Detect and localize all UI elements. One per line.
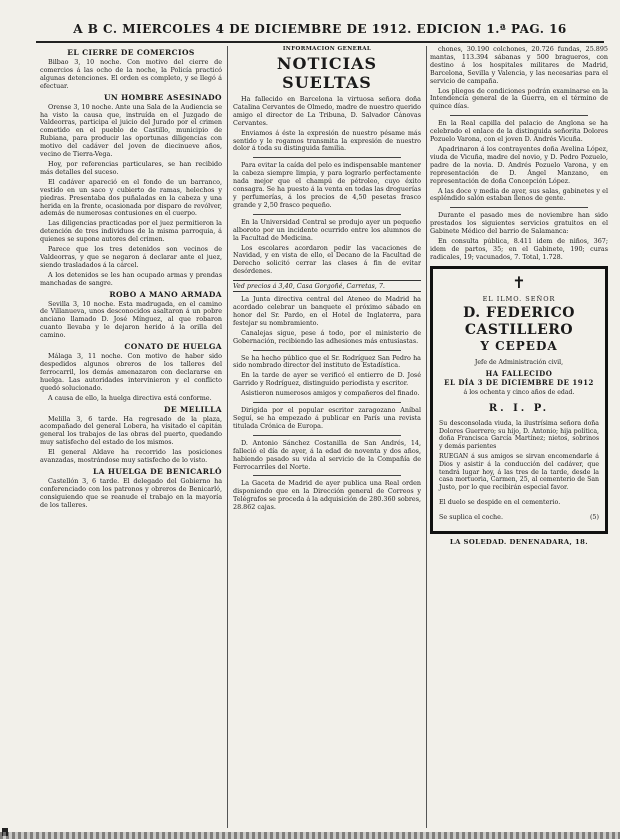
separator bbox=[253, 214, 401, 215]
obituary-name: D. FEDERICO CASTILLERO bbox=[463, 304, 575, 338]
paragraph: Orense 3, 10 noche. Ante una Sala de la Audiencia se ha visto la causa que, instruída en el Juzgado de Valdeorras, participa el juicio del Jurado por el crimen cometido en el pueblo de Castillo, municipio de Rubiana, para producir las oportunas diligencias con motivo del cadáver del joven de diecinueve años, vecino de Tierra-Vega. bbox=[40, 102, 222, 159]
separator bbox=[253, 435, 401, 436]
section-heading: EL CIERRE DE COMERCIOS bbox=[67, 48, 195, 57]
obituary-agent: (5) bbox=[589, 512, 599, 521]
cross-icon: ✝ bbox=[512, 272, 526, 292]
page-header: A B C. MIERCOLES 4 DE DICIEMBRE DE 1912. EDICION 1.ª PAG. 16 bbox=[73, 22, 567, 36]
paragraph: A causa de ello, la huelga directiva está conforme. bbox=[48, 393, 212, 402]
paragraph: Apadrinaron á los contrayentes doña Avelina López, viuda de Vicuña, madre del novio, y D. Pedro Pozuelo, padre de la novia. D. Andrés Pozuelo Varona, y en representación de D. Ángel Manzano, en representación de doña Concepción López. bbox=[430, 144, 608, 185]
column-middle bbox=[233, 46, 421, 828]
section-heading: LA HUELGA DE BENICARLÓ bbox=[92, 466, 222, 476]
paragraph: Los pliegos de condiciones podrán examinarse en la Intendencia general de la Guerra, en el término de quince días. bbox=[430, 86, 608, 111]
separator bbox=[253, 350, 401, 351]
column-right bbox=[430, 46, 608, 828]
separator bbox=[450, 115, 588, 116]
column-rule bbox=[426, 46, 427, 828]
paragraph: Sevilla 3, 10 noche. Esta madrugada, en el camino de Villanueva, unos desconocidos asaltaron á un pobre anciano llamado D. José Mínguez, al que robaron cuanto llevaba y le dejaron herido á la orilla del camino. bbox=[40, 299, 222, 340]
paragraph: En la Real capilla del palacio de Anglona se ha celebrado el enlace de la distinguida señorita Dolores Pozuelo Varona, con el joven D. Andrés Vicuña. bbox=[430, 119, 608, 144]
obituary-role: Jefe de Administración civil, bbox=[474, 358, 564, 366]
obituary-duel: El duelo se despide en el cementerio. bbox=[439, 498, 561, 507]
separator bbox=[450, 207, 588, 208]
paragraph: A las doce y media de ayer, sus salas, gabinetes y el espléndido salón estaban llenos de gente. bbox=[430, 186, 608, 203]
paragraph: chones, 30.190 colchones, 20.726 fundas, 25.895 mantas, 113.394 sábanas y 500 bragueros, con destino á los hospitales militares de Madrid, Barcelona, Sevilla y Valencia, y las necesarias para el servicio de campaña. bbox=[430, 46, 608, 85]
paragraph: El general Aldave ha recorrido las posiciones avanzadas, mostrándose muy satisfecho de lo visto. bbox=[40, 448, 222, 465]
obituary-request: RUEGAN á sus amigos se sirvan encomendarle á Dios y asistir á la conducción del cadáver, que tendrá lugar hoy, á las tres de la tarde, desde la casa mortuoria, Carmen, 25, al cementerio de San Justo, por lo que recibirán especial favor. bbox=[439, 452, 599, 492]
obituary-notice bbox=[430, 266, 608, 534]
obituary-surname: Y CEPEDA bbox=[480, 338, 558, 353]
paragraph: Para evitar la caída del pelo es indispensable mantener la cabeza siempre limpia, y para lograrlo perfectamente nada mejor que el champú de pétroleo, cuyo éxito consagra. Se ha puesto á la venta en todas las droguerías y perfumerías, á los precios de 4,50 pesetas frasco grande y 2,50 frasco pequeño. bbox=[233, 161, 421, 209]
paragraph: La Gaceta de Madrid de ayer publica una Real orden disponiendo que en la Dirección general de Correos y Telégrafos se proceda á la adquisición de 280.360 sobres, 28.862 cajas. bbox=[233, 479, 421, 512]
paragraph: Las diligencias practicadas por el juez permitieron la detención de tres individuos de la misma parroquia, á quienes se supone autores del crimen. bbox=[40, 219, 222, 244]
obituary-agency: LA SOLEDAD. DENENADARA, 18. bbox=[449, 538, 589, 547]
paragraph: La Junta directiva central del Ateneo de Madrid ha acordado celebrar un banquete el próximo sábado en honor del Sr. Pardo, en el Hotel de Inglaterra, para festejar su nombramiento. bbox=[233, 295, 421, 327]
column-rule bbox=[227, 46, 228, 828]
obituary-age: á los ochenta y cinco años de edad. bbox=[463, 388, 575, 396]
paragraph: En la tarde de ayer se verificó el entierro de D. José Garrido y Rodríguez, distinguido periodista y escritor. bbox=[233, 371, 421, 388]
obituary-died: HA FALLECIDO bbox=[485, 368, 553, 378]
paragraph: Bilbao 3, 10 noche. Con motivo del cierre de comercios á las ocho de la noche, la Policía practicó algunas detenciones. El orden es completo, y se llegó á efectuar. bbox=[40, 58, 222, 90]
paragraph: El cadáver apareció en el fondo de un barranco, vestido en un saco y cubierto de ramas, helechos y piedras. Presentaba dos puñaladas en la cabeza y una herida en la frente, ocasionada por disparo de revólver, además de numerosas contusiones en el cuerpo. bbox=[40, 177, 222, 218]
advert-line: Ved precios á 3,40, Casa Gorgoñé, Carretas, 7. bbox=[233, 280, 421, 292]
paragraph: Enviamos á éste la expresión de nuestro pésame más sentido y le rogamos transmita la expresión de nuestro dolor á toda su distinguida familia. bbox=[233, 128, 421, 153]
obituary-car-text: Se suplica el coche. bbox=[439, 512, 503, 521]
paragraph: Parece que los tres detenidos son vecinos de Valdeorras, y que se negaron á declarar ante el juez, siendo trasladados á la cárcel. bbox=[40, 245, 222, 269]
separator bbox=[253, 402, 401, 403]
paragraph: En consulta pública, 8.411 idem de niños, 367; idem de partos, 35; en el Gabinete, 190; curas radicales, 19; vacunados, 7. Total, 1.728. bbox=[430, 237, 608, 261]
paragraph: A los detenidos se les han ocupado armas y prendas manchadas de sangre. bbox=[40, 270, 222, 287]
obituary-honorific: EL ILMO. SEÑOR bbox=[482, 294, 556, 303]
section-heading: UN HOMBRE ASESINADO bbox=[103, 92, 222, 102]
section-label: INFORMACIÓN GENERAL bbox=[282, 46, 372, 52]
paragraph: Hoy, por referencias particulares, se han recibido más detalles del suceso. bbox=[40, 159, 222, 176]
section-heading: CONATO DE HUELGA bbox=[124, 342, 222, 352]
obituary-date: EL DÍA 3 DE DICIEMBRE DE 1912 bbox=[444, 377, 594, 387]
paragraph: Málaga 3, 11 noche. Con motivo de haber sido despedidos algunos obreros de los talleres del ferrocarril, los demás amenazaron con declararse en huelga. Las autoridades intervinieron y el conflicto quedó solucionado. bbox=[40, 352, 222, 392]
paragraph: Dirigida por el popular escritor zaragozano Aníbal Seguí, se ha empezado á publicar en París una revista titulada Crónica de Europa. bbox=[233, 406, 421, 430]
section-heading: DE MELILLA bbox=[164, 404, 222, 414]
paragraph: En la Universidad Central se produjo ayer un pequeño alboroto por un incidente ocurrido entre los alumnos de la Facultad de Medicina. bbox=[233, 217, 421, 242]
section-heading: ROBO A MANO ARMADA bbox=[109, 289, 222, 299]
paragraph: Los escolares acordaron pedir las vacaciones de Navidad, y en vista de ello, el Decano de la Facultad de Derecho solicitó cerrar las clases á fin de evitar desórdenes. bbox=[233, 243, 421, 276]
paragraph: D. Antonio Sánchez Costanilla de San Andrés, 14, falleció el día de ayer, á la edad de noventa y dos años, habiendo pasado su vida al servicio de la Compañía de Ferrocarriles del Norte. bbox=[233, 438, 421, 471]
paragraph: Se ha hecho público que el Sr. Rodríguez San Pedro ha sido nombrado director del instituto de Estadística. bbox=[233, 353, 421, 370]
obituary-family: Su desconsolada viuda, la ilustrísima señora doña Dolores Guerrero; su hijo, D. Antonio; hija política, doña Francisca García Martínez; nietos, sobrinos y demás parientes bbox=[439, 419, 599, 451]
obituary-rip: R. I. P. bbox=[488, 402, 550, 414]
header-rule bbox=[36, 41, 604, 43]
paragraph: Durante el pasado mes de noviembre han sido prestados los siguientes servicios gratuitos en el Gabinete Médico del barrio de Salamanca: bbox=[430, 211, 608, 236]
paragraph: Ha fallecido en Barcelona la virtuosa señora doña Catalina Cervantes de Olmedo, madre de nuestro querido amigo el director de La Tribuna, D. Salvador Cánovas Cervantes. bbox=[233, 95, 421, 127]
paragraph: Castellón 3, 6 tarde. El delegado del Gobierno ha conferenciado con los patronos y obreros de Benicarló, consiguiendo que se reanude el trabajo en la mayoría de los talleres. bbox=[40, 476, 222, 509]
scan-edge-strip bbox=[0, 832, 620, 839]
column-left bbox=[40, 46, 222, 828]
paragraph: Canalejas sigue, pese á todo, por el ministerio de Gobernación, recibiendo las adhesiones más entusiastas. bbox=[233, 328, 421, 345]
separator bbox=[253, 157, 401, 158]
paragraph: Melilla 3, 6 tarde. Ha regresado de la plaza, acompañado del general Lobera, ha visitado el capitán general los trabajos de las obras del puerto, quedando muy satisfecho del estado de los mismos. bbox=[40, 414, 222, 447]
separator bbox=[253, 475, 401, 476]
section-title: NOTICIAS SUELTAS bbox=[276, 54, 378, 92]
paragraph: Asistieron numerosos amigos y compañeros del finado. bbox=[241, 389, 420, 398]
obituary-car bbox=[439, 513, 599, 521]
